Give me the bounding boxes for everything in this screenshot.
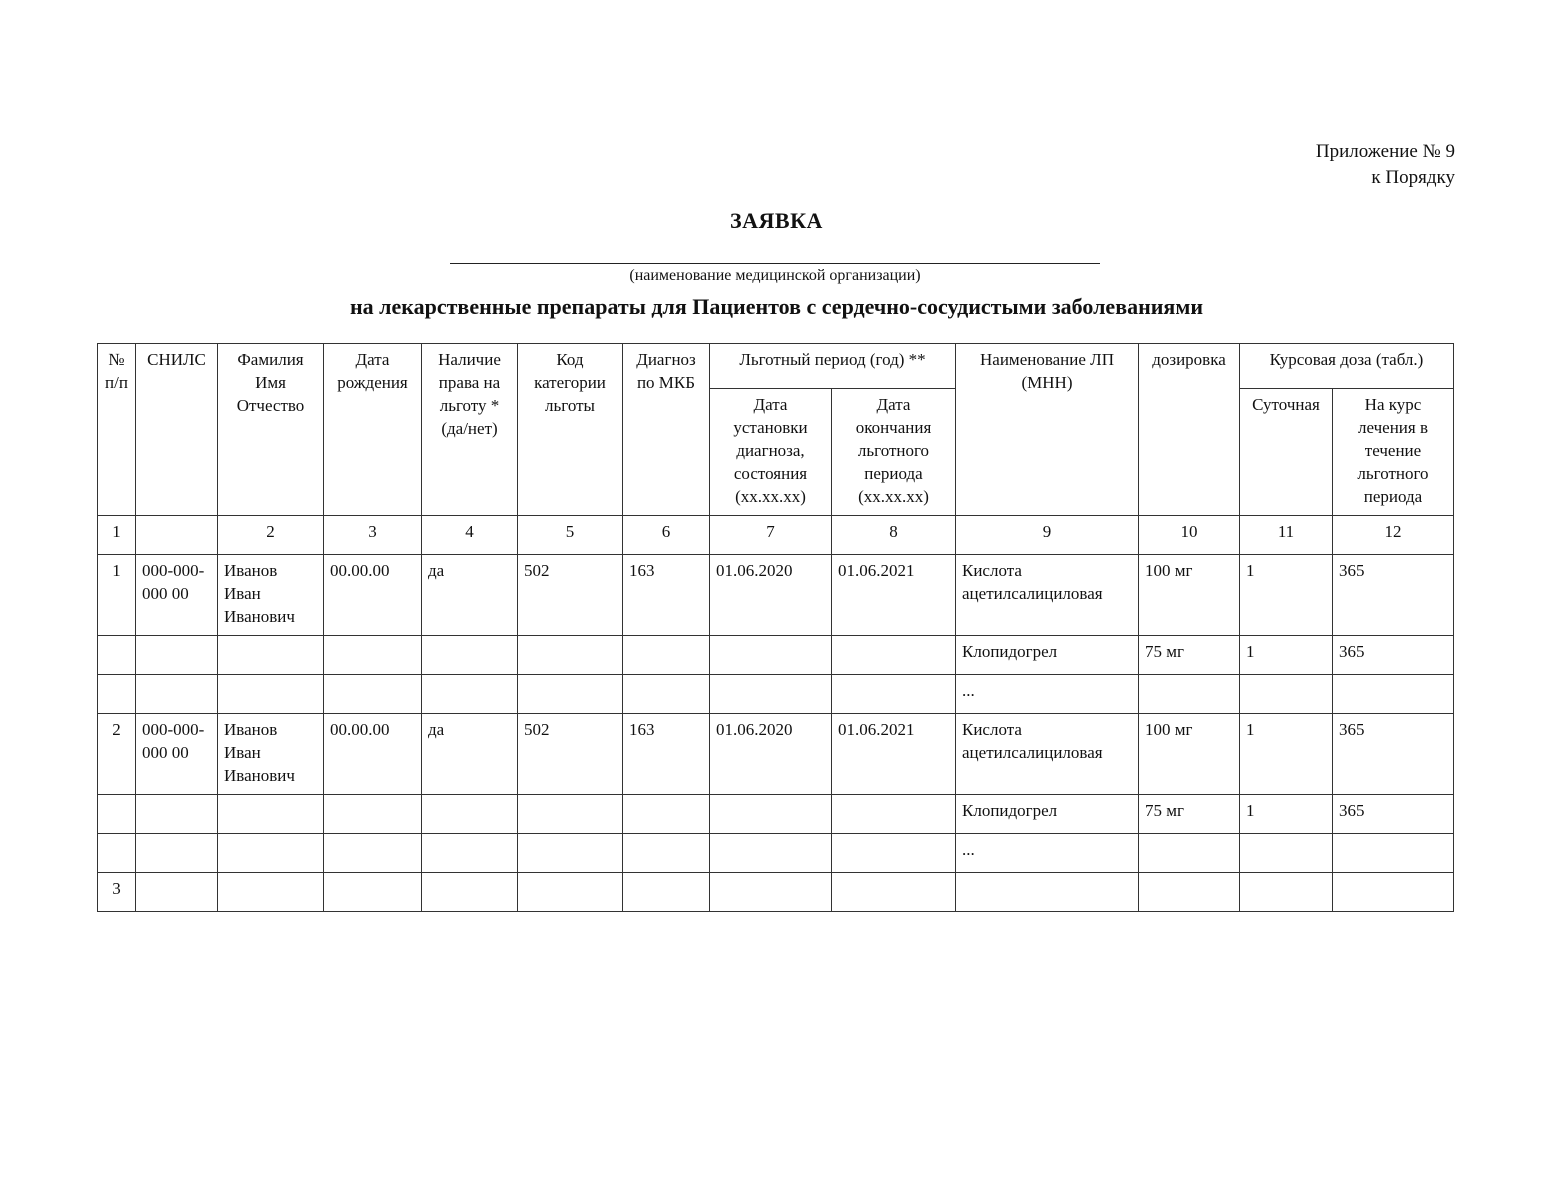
col-header-course-total: На курс лечения в течение льготного периода — [1333, 389, 1454, 516]
column-index: 7 — [710, 516, 832, 555]
appendix-reference — [1316, 139, 1455, 191]
cell-course-total — [1333, 675, 1454, 714]
cell-drug-name: ... — [956, 834, 1139, 873]
col-header-drug-name: Наименование ЛП (МНН) — [956, 344, 1139, 516]
organization-name-line — [450, 263, 1100, 264]
column-index: 11 — [1240, 516, 1333, 555]
column-index-row — [98, 516, 1454, 555]
column-index: 12 — [1333, 516, 1454, 555]
cell-birthdate: 00.00.00 — [324, 555, 422, 636]
cell-benefit-category: 502 — [518, 714, 623, 795]
cell-drug-name: Кислота ацетилсалициловая — [956, 714, 1139, 795]
document-subtitle: на лекарственные препараты для Пациентов с сердечно-сосудистыми заболеваниями — [350, 294, 1203, 319]
table-row — [98, 795, 1454, 834]
cell-daily-dose: 1 — [1240, 555, 1333, 636]
cell-daily-dose: 1 — [1240, 795, 1333, 834]
col-header-number: № п/п — [98, 344, 136, 516]
column-index: 3 — [324, 516, 422, 555]
table-row — [98, 714, 1454, 795]
cell-diagnosis-date: 01.06.2020 — [710, 555, 832, 636]
cell-benefit-right: да — [422, 555, 518, 636]
col-header-fio: Фамилия Имя Отчество — [218, 344, 324, 516]
col-header-course-dose: Курсовая доза (табл.) — [1240, 344, 1454, 389]
cell-fio: Иванов Иван Иванович — [218, 714, 324, 795]
cell-benefit-category: 502 — [518, 555, 623, 636]
cell-drug-name: ... — [956, 675, 1139, 714]
organization-caption: (наименование медицинской организации) — [629, 267, 921, 284]
cell-period-end: 01.06.2021 — [832, 714, 956, 795]
cell-diagnosis: 163 — [623, 714, 710, 795]
cell-course-total: 365 — [1333, 636, 1454, 675]
col-header-birthdate: Дата рождения — [324, 344, 422, 516]
cell-benefit-right: да — [422, 714, 518, 795]
cell-fio: Иванов Иван Иванович — [218, 555, 324, 636]
col-header-dosage: дозировка — [1139, 344, 1240, 516]
cell-number: 3 — [98, 873, 136, 912]
col-header-benefit-period: Льготный период (год) ** — [710, 344, 956, 389]
cell-dosage — [1139, 675, 1240, 714]
table-row — [98, 834, 1454, 873]
cell-drug-name: Клопидогрел — [956, 795, 1139, 834]
cell-dosage: 75 мг — [1139, 636, 1240, 675]
col-header-benefit-right: Наличие права на льготу * (да/нет) — [422, 344, 518, 516]
table-row — [98, 555, 1454, 636]
col-header-diagnosis-date: Дата установки диагноза, состояния (хх.хх.хх) — [710, 389, 832, 516]
cell-course-total — [1333, 834, 1454, 873]
table-row — [98, 873, 1454, 912]
cell-drug-name: Клопидогрел — [956, 636, 1139, 675]
request-table — [97, 343, 1454, 912]
cell-daily-dose — [1240, 675, 1333, 714]
document-title: ЗАЯВКА — [730, 208, 823, 233]
column-index: 5 — [518, 516, 623, 555]
column-index: 6 — [623, 516, 710, 555]
col-header-snils: СНИЛС — [136, 344, 218, 516]
cell-course-total: 365 — [1333, 795, 1454, 834]
appendix-order-ref: к Порядку — [1371, 167, 1455, 188]
cell-dosage: 100 мг — [1139, 714, 1240, 795]
col-header-daily-dose: Суточная — [1240, 389, 1333, 516]
col-header-diagnosis: Диагноз по МКБ — [623, 344, 710, 516]
column-index: 8 — [832, 516, 956, 555]
cell-snils: 000-000-000 00 — [136, 555, 218, 636]
column-index: 10 — [1139, 516, 1240, 555]
cell-diagnosis-date: 01.06.2020 — [710, 714, 832, 795]
column-index: 1 — [98, 516, 136, 555]
cell-number: 2 — [98, 714, 136, 795]
col-header-benefit-category: Код категории льготы — [518, 344, 623, 516]
cell-diagnosis: 163 — [623, 555, 710, 636]
col-header-period-end: Дата окончания льготного периода (хх.хх.хх) — [832, 389, 956, 516]
cell-dosage — [1139, 834, 1240, 873]
cell-dosage: 75 мг — [1139, 795, 1240, 834]
column-index: 4 — [422, 516, 518, 555]
appendix-number: Приложение № 9 — [1315, 141, 1455, 162]
table-row — [98, 636, 1454, 675]
column-index — [136, 516, 218, 555]
column-index: 2 — [218, 516, 324, 555]
cell-birthdate: 00.00.00 — [324, 714, 422, 795]
cell-drug-name: Кислота ацетилсалициловая — [956, 555, 1139, 636]
cell-dosage: 100 мг — [1139, 555, 1240, 636]
cell-number: 1 — [98, 555, 136, 636]
table-row — [98, 675, 1454, 714]
header-row-1 — [98, 344, 1454, 389]
cell-daily-dose: 1 — [1240, 714, 1333, 795]
cell-snils: 000-000-000 00 — [136, 714, 218, 795]
cell-daily-dose — [1240, 834, 1333, 873]
column-index: 9 — [956, 516, 1139, 555]
cell-daily-dose: 1 — [1240, 636, 1333, 675]
cell-course-total: 365 — [1333, 714, 1454, 795]
cell-period-end: 01.06.2021 — [832, 555, 956, 636]
cell-course-total: 365 — [1333, 555, 1454, 636]
